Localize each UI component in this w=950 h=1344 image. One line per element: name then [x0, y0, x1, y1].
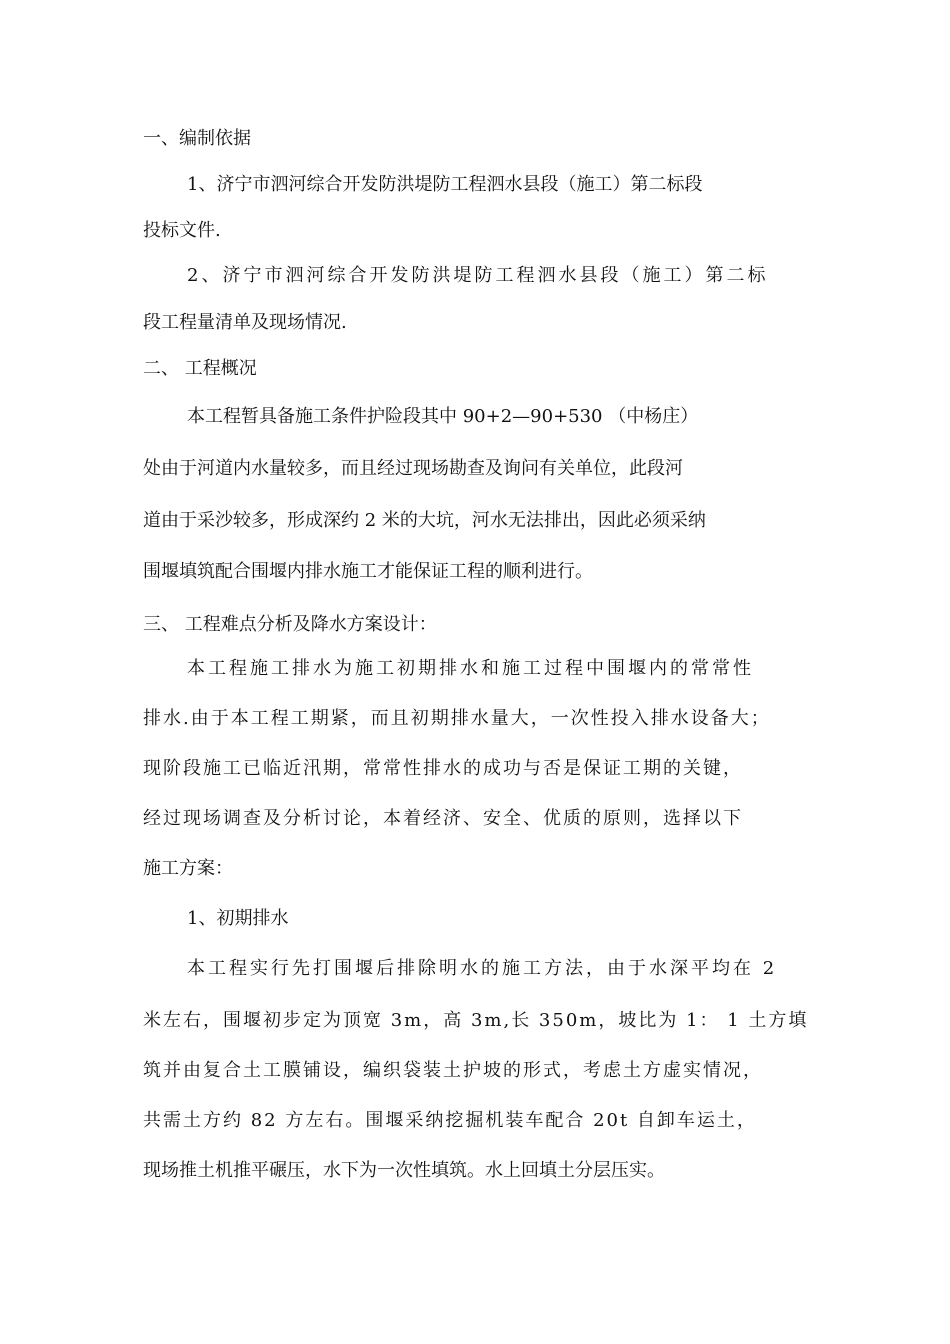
drainage-line-2: 米左右，围堰初步定为顶宽 3m，高 3m,长 350m，坡比为 1： 1 土方填	[143, 1010, 809, 1031]
subheading-initial-drainage: 1、初期排水	[187, 908, 289, 929]
analysis-line-2: 排水.由于本工程工期紧，而且初期排水量大，一次性投入排水设备大；	[143, 708, 771, 729]
analysis-line-5: 施工方案：	[143, 858, 233, 879]
heading-overview: 二、 工程概况	[143, 358, 257, 379]
basis-item-2-line-1: 2、济宁市泗河综合开发防洪堤防工程泗水县段（施工）第二标	[187, 265, 769, 286]
overview-line-2: 处由于河道内水量较多，而且经过现场勘查及询问有关单位，此段河	[143, 458, 683, 479]
heading-difficulty-analysis: 三、 工程难点分析及降水方案设计：	[143, 614, 437, 635]
drainage-line-5: 现场推土机推平碾压，水下为一次性填筑。水上回填土分层压实。	[143, 1160, 665, 1181]
analysis-line-1: 本工程施工排水为施工初期排水和施工过程中围堰内的常常性	[187, 658, 754, 679]
basis-item-1-line-2: 投标文件.	[143, 220, 221, 241]
overview-line-4: 围堰填筑配合围堰内排水施工才能保证工程的顺利进行。	[143, 561, 593, 582]
analysis-line-4: 经过现场调查及分析讨论，本着经济、安全、优质的原则，选择以下	[143, 808, 743, 829]
drainage-line-1: 本工程实行先打围堰后排除明水的施工方法，由于水深平均在 2	[187, 958, 778, 979]
heading-basis: 一、编制依据	[143, 128, 251, 149]
overview-line-1: 本工程暂具备施工条件护险段其中 90+2—90+530 （中杨庄）	[187, 406, 699, 427]
analysis-line-3: 现阶段施工已临近汛期，常常性排水的成功与否是保证工期的关键，	[143, 758, 743, 779]
basis-item-1-line-1: 1、济宁市泗河综合开发防洪堤防工程泗水县段（施工）第二标段	[187, 174, 703, 195]
drainage-line-3: 筑并由复合土工膜铺设，编织袋装土护坡的形式，考虑土方虚实情况，	[143, 1060, 763, 1081]
overview-line-3: 道由于采沙较多，形成深约 2 米的大坑，河水无法排出，因此必须采纳	[143, 510, 706, 531]
drainage-line-4: 共需土方约 82 方左右。围堰采纳挖掘机装车配合 20t 自卸车运土，	[143, 1110, 757, 1131]
basis-item-2-line-2: 段工程量清单及现场情况.	[143, 312, 347, 333]
